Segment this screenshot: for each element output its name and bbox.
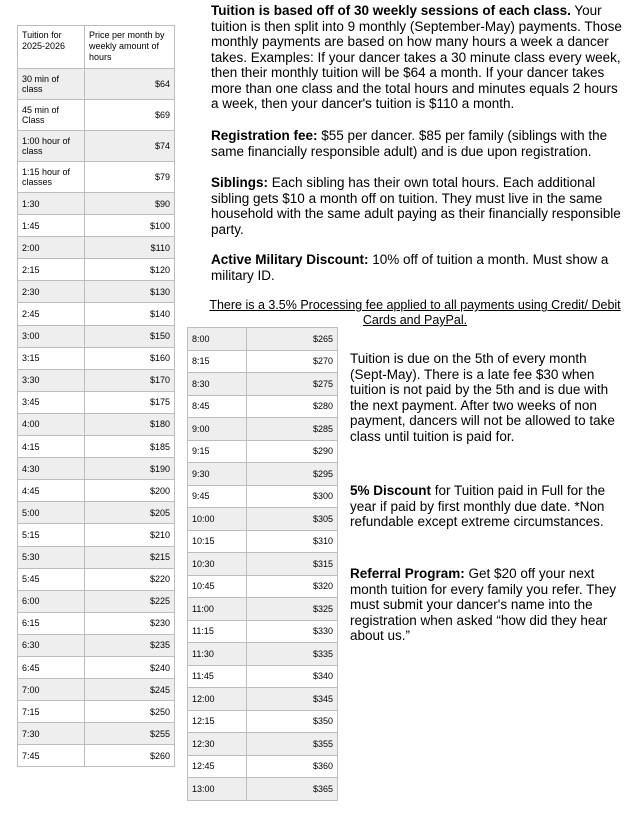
table-row bbox=[188, 710, 338, 733]
hours-cell: 11:15 bbox=[188, 620, 247, 643]
hours-cell: 7:45 bbox=[18, 745, 85, 767]
price-cell: $170 bbox=[85, 369, 175, 391]
table-row bbox=[18, 237, 175, 259]
table-row bbox=[18, 679, 175, 701]
table-row bbox=[18, 502, 175, 524]
price-cell: $160 bbox=[85, 347, 175, 369]
hours-cell: 10:00 bbox=[188, 508, 247, 531]
table-row bbox=[188, 778, 338, 801]
hours-cell: 5:30 bbox=[18, 546, 85, 568]
referral-program-body: Get $20 off your next month tuition for every family you refer. They must submit your dancer's name into the registration when asked “how did they hear about us.” bbox=[350, 566, 617, 643]
price-cell: $175 bbox=[85, 391, 175, 413]
hours-cell: 2:15 bbox=[18, 259, 85, 281]
table-row bbox=[188, 350, 338, 373]
table-row bbox=[18, 259, 175, 281]
price-cell: $240 bbox=[85, 656, 175, 678]
price-cell: $265 bbox=[247, 328, 338, 351]
table-row bbox=[188, 418, 338, 441]
table-row bbox=[18, 193, 175, 215]
military-discount-heading: Active Military Discount: bbox=[211, 252, 369, 267]
price-cell: $69 bbox=[85, 100, 175, 131]
registration-fee-paragraph bbox=[211, 128, 623, 159]
hours-cell: 3:00 bbox=[18, 325, 85, 347]
price-cell: $285 bbox=[247, 418, 338, 441]
tuition-table-left bbox=[17, 25, 175, 767]
referral-program-paragraph bbox=[350, 566, 625, 644]
hours-cell: 6:15 bbox=[18, 612, 85, 634]
hours-cell: 3:30 bbox=[18, 369, 85, 391]
price-cell: $90 bbox=[85, 193, 175, 215]
price-cell: $180 bbox=[85, 413, 175, 435]
hours-cell: 12:30 bbox=[188, 733, 247, 756]
registration-fee-heading: Registration fee: bbox=[211, 128, 318, 143]
price-cell: $230 bbox=[85, 612, 175, 634]
tuition-table-right-body bbox=[188, 328, 338, 801]
table-row bbox=[18, 215, 175, 237]
hours-cell: 4:00 bbox=[18, 413, 85, 435]
price-cell: $335 bbox=[247, 643, 338, 666]
table-row bbox=[188, 620, 338, 643]
price-cell: $315 bbox=[247, 553, 338, 576]
tuition-table-left-body bbox=[18, 69, 175, 767]
table-row bbox=[188, 598, 338, 621]
price-cell: $185 bbox=[85, 436, 175, 458]
hours-cell: 11:45 bbox=[188, 665, 247, 688]
siblings-heading: Siblings: bbox=[211, 175, 268, 190]
siblings-body: Each sibling has their own total hours. Each additional sibling gets $10 a month off on tuition. They must live in the same household with the same adult paying as their financially responsible party. bbox=[211, 175, 621, 237]
price-cell: $305 bbox=[247, 508, 338, 531]
table-row bbox=[18, 100, 175, 131]
hours-cell: 9:15 bbox=[188, 440, 247, 463]
table-header-row bbox=[18, 26, 175, 69]
hours-cell: 3:15 bbox=[18, 347, 85, 369]
hours-cell: 8:00 bbox=[188, 328, 247, 351]
table-row bbox=[18, 612, 175, 634]
table-row bbox=[18, 458, 175, 480]
hours-cell: 12:45 bbox=[188, 755, 247, 778]
hours-cell: 4:45 bbox=[18, 480, 85, 502]
hours-cell: 6:00 bbox=[18, 590, 85, 612]
table-row bbox=[18, 281, 175, 303]
hours-cell: 30 min of class bbox=[18, 69, 85, 100]
table-row bbox=[18, 634, 175, 656]
hours-cell: 8:15 bbox=[188, 350, 247, 373]
price-cell: $110 bbox=[85, 237, 175, 259]
table-row bbox=[188, 530, 338, 553]
table-row bbox=[18, 391, 175, 413]
table-row bbox=[18, 413, 175, 435]
hours-cell: 12:15 bbox=[188, 710, 247, 733]
header-cell-price: Price per month by weekly amount of hours bbox=[85, 26, 175, 69]
price-cell: $245 bbox=[85, 679, 175, 701]
table-row bbox=[18, 436, 175, 458]
price-cell: $340 bbox=[247, 665, 338, 688]
price-cell: $270 bbox=[247, 350, 338, 373]
hours-cell: 2:45 bbox=[18, 303, 85, 325]
hours-cell: 8:45 bbox=[188, 395, 247, 418]
table-row bbox=[188, 553, 338, 576]
price-cell: $225 bbox=[85, 590, 175, 612]
table-row bbox=[18, 480, 175, 502]
price-cell: $74 bbox=[85, 131, 175, 162]
hours-cell: 13:00 bbox=[188, 778, 247, 801]
hours-cell: 5:15 bbox=[18, 524, 85, 546]
hours-cell: 10:45 bbox=[188, 575, 247, 598]
due-date-paragraph: Tuition is due on the 5th of every month (Sept-May). There is a late fee $30 when tuition is not paid by the 5th and is due with the next payment. After two weeks of non payment, dancers will not be allowed to take class until tuition is paid for. bbox=[350, 351, 615, 444]
table-row bbox=[18, 745, 175, 767]
military-discount-paragraph bbox=[211, 252, 623, 283]
price-cell: $355 bbox=[247, 733, 338, 756]
price-cell: $325 bbox=[247, 598, 338, 621]
table-row bbox=[18, 369, 175, 391]
table-row bbox=[188, 665, 338, 688]
table-row bbox=[18, 325, 175, 347]
table-row bbox=[188, 508, 338, 531]
hours-cell: 9:30 bbox=[188, 463, 247, 486]
table-row bbox=[18, 69, 175, 100]
hours-cell: 1:00 hour of class bbox=[18, 131, 85, 162]
table-row bbox=[188, 463, 338, 486]
price-cell: $140 bbox=[85, 303, 175, 325]
pay-in-full-discount-body: for Tuition paid in Full for the year if paid by first monthly due date. *Non refundable except extreme circumstances. bbox=[350, 483, 606, 529]
price-cell: $210 bbox=[85, 524, 175, 546]
table-row bbox=[188, 373, 338, 396]
table-row bbox=[18, 656, 175, 678]
hours-cell: 11:00 bbox=[188, 598, 247, 621]
table-row bbox=[18, 162, 175, 193]
military-discount-body: 10% off of tuition a month. Must show a military ID. bbox=[211, 252, 609, 283]
processing-fee-notice: There is a 3.5% Processing fee applied to all payments using Credit/ Debit Cards and PayPal. bbox=[209, 298, 621, 327]
table-row bbox=[18, 701, 175, 723]
hours-cell: 45 min of Class bbox=[18, 100, 85, 131]
tuition-explanation bbox=[211, 3, 623, 112]
price-cell: $310 bbox=[247, 530, 338, 553]
table-row bbox=[18, 723, 175, 745]
price-cell: $350 bbox=[247, 710, 338, 733]
table-row bbox=[18, 524, 175, 546]
table-row bbox=[18, 347, 175, 369]
price-cell: $130 bbox=[85, 281, 175, 303]
price-cell: $120 bbox=[85, 259, 175, 281]
hours-cell: 1:15 hour of classes bbox=[18, 162, 85, 193]
hours-cell: 10:15 bbox=[188, 530, 247, 553]
table-row bbox=[18, 568, 175, 590]
table-row bbox=[18, 546, 175, 568]
hours-cell: 2:30 bbox=[18, 281, 85, 303]
table-row bbox=[188, 575, 338, 598]
hours-cell: 7:15 bbox=[18, 701, 85, 723]
hours-cell: 4:15 bbox=[18, 436, 85, 458]
hours-cell: 4:30 bbox=[18, 458, 85, 480]
table-row bbox=[188, 643, 338, 666]
header-cell-tuition: Tuition for 2025-2026 bbox=[18, 26, 85, 69]
table-row bbox=[188, 485, 338, 508]
price-cell: $295 bbox=[247, 463, 338, 486]
hours-cell: 7:00 bbox=[18, 679, 85, 701]
price-cell: $205 bbox=[85, 502, 175, 524]
pay-in-full-discount-paragraph bbox=[350, 483, 625, 530]
hours-cell: 5:45 bbox=[18, 568, 85, 590]
tuition-explanation-heading: Tuition is based off of 30 weekly sessions of each class. bbox=[211, 3, 571, 18]
table-row bbox=[188, 328, 338, 351]
referral-program-heading: Referral Program: bbox=[350, 566, 465, 581]
hours-cell: 12:00 bbox=[188, 688, 247, 711]
price-cell: $345 bbox=[247, 688, 338, 711]
table-row bbox=[188, 440, 338, 463]
tuition-explanation-body: Your tuition is then split into 9 monthly (September-May) payments. Those monthly payments are based on how many hours a week a dancer takes. Examples: If your dancer takes a 30 minute class every week, then their monthly tuition will be $64 a month. If your dancer takes more than one class and the total hours and minutes equals 2 hours a week, then your dancer's tuition is $110 a month. bbox=[211, 3, 622, 111]
table-row bbox=[18, 590, 175, 612]
hours-cell: 1:45 bbox=[18, 215, 85, 237]
hours-cell: 6:30 bbox=[18, 634, 85, 656]
table-row bbox=[18, 303, 175, 325]
price-cell: $330 bbox=[247, 620, 338, 643]
siblings-paragraph bbox=[211, 175, 623, 237]
price-cell: $320 bbox=[247, 575, 338, 598]
hours-cell: 10:30 bbox=[188, 553, 247, 576]
pay-in-full-discount-heading: 5% Discount bbox=[350, 483, 432, 498]
hours-cell: 11:30 bbox=[188, 643, 247, 666]
price-cell: $250 bbox=[85, 701, 175, 723]
tuition-table-right bbox=[187, 327, 338, 801]
price-cell: $79 bbox=[85, 162, 175, 193]
price-cell: $360 bbox=[247, 755, 338, 778]
hours-cell: 2:00 bbox=[18, 237, 85, 259]
hours-cell: 5:00 bbox=[18, 502, 85, 524]
price-cell: $220 bbox=[85, 568, 175, 590]
price-cell: $64 bbox=[85, 69, 175, 100]
price-cell: $280 bbox=[247, 395, 338, 418]
hours-cell: 1:30 bbox=[18, 193, 85, 215]
table-row bbox=[18, 131, 175, 162]
price-cell: $200 bbox=[85, 480, 175, 502]
table-row bbox=[188, 755, 338, 778]
registration-fee-body: $55 per dancer. $85 per family (siblings with the same financially responsible adult) and is due upon registration. bbox=[211, 128, 608, 159]
price-cell: $100 bbox=[85, 215, 175, 237]
price-cell: $365 bbox=[247, 778, 338, 801]
price-cell: $190 bbox=[85, 458, 175, 480]
hours-cell: 9:00 bbox=[188, 418, 247, 441]
hours-cell: 3:45 bbox=[18, 391, 85, 413]
table-row bbox=[188, 733, 338, 756]
price-cell: $235 bbox=[85, 634, 175, 656]
hours-cell: 6:45 bbox=[18, 656, 85, 678]
table-row bbox=[188, 395, 338, 418]
price-cell: $150 bbox=[85, 325, 175, 347]
price-cell: $215 bbox=[85, 546, 175, 568]
price-cell: $275 bbox=[247, 373, 338, 396]
price-cell: $300 bbox=[247, 485, 338, 508]
price-cell: $260 bbox=[85, 745, 175, 767]
price-cell: $290 bbox=[247, 440, 338, 463]
table-row bbox=[188, 688, 338, 711]
hours-cell: 8:30 bbox=[188, 373, 247, 396]
hours-cell: 7:30 bbox=[18, 723, 85, 745]
hours-cell: 9:45 bbox=[188, 485, 247, 508]
price-cell: $255 bbox=[85, 723, 175, 745]
